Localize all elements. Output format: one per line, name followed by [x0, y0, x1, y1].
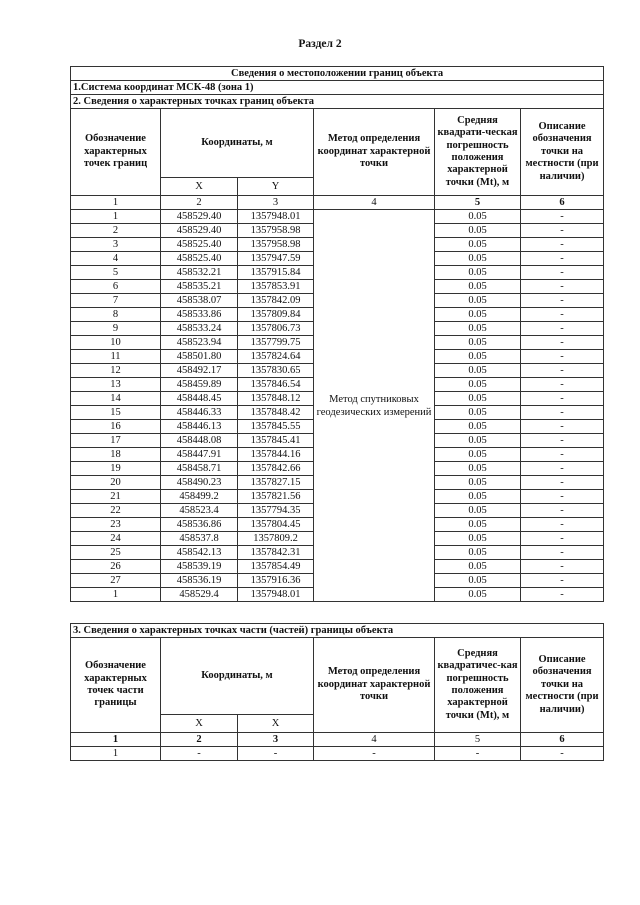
point-number: 10: [71, 336, 161, 350]
point-number: 3: [71, 238, 161, 252]
coord-y: 1357806.73: [238, 322, 314, 336]
description-value: -: [521, 378, 604, 392]
error-value: 0.05: [435, 588, 521, 602]
coord-y: 1357845.41: [238, 434, 314, 448]
coord-y: 1357842.31: [238, 546, 314, 560]
coordinate-system: 1.Система координат МСК-48 (зона 1): [71, 81, 604, 95]
col-point-header: Обозначение характерных точек границ: [71, 109, 161, 196]
description-value: -: [521, 532, 604, 546]
col-num-1: 1: [71, 196, 161, 210]
point-number: 7: [71, 294, 161, 308]
part-col-x-header: X: [161, 715, 238, 733]
description-value: -: [521, 420, 604, 434]
coord-x: 458446.13: [161, 420, 238, 434]
point-number: 16: [71, 420, 161, 434]
point-number: 23: [71, 518, 161, 532]
coord-y: 1357846.54: [238, 378, 314, 392]
coord-x: 458536.19: [161, 574, 238, 588]
coord-y: 1357821.56: [238, 490, 314, 504]
coord-y: 1357827.15: [238, 476, 314, 490]
error-value: 0.05: [435, 518, 521, 532]
part-heading: 3. Сведения о характерных точках части (частей) границы объекта: [71, 624, 604, 638]
part-col-y-header: X: [238, 715, 314, 733]
part-column-numbers-row: [71, 733, 604, 747]
table-row: [71, 747, 604, 761]
coord-y: 1357948.01: [238, 210, 314, 224]
coord-x: 458529.4: [161, 588, 238, 602]
col-desc-header: Описание обозначения точки на местности (при наличии): [521, 109, 604, 196]
point-number: 11: [71, 350, 161, 364]
boundary-points-table: [70, 66, 604, 602]
error-value: 0.05: [435, 364, 521, 378]
coord-x: 458533.24: [161, 322, 238, 336]
description-value: -: [521, 504, 604, 518]
point-number: 27: [71, 574, 161, 588]
part-cell: -: [161, 747, 238, 761]
description-value: -: [521, 588, 604, 602]
description-value: -: [521, 434, 604, 448]
col-num-4: 4: [314, 196, 435, 210]
part-col-num-3: 3: [238, 733, 314, 747]
col-num-2: 2: [161, 196, 238, 210]
coord-x: 458499.2: [161, 490, 238, 504]
point-number: 1: [71, 588, 161, 602]
error-value: 0.05: [435, 532, 521, 546]
coord-y: 1357799.75: [238, 336, 314, 350]
part-col-num-4: 4: [314, 733, 435, 747]
point-number: 15: [71, 406, 161, 420]
error-value: 0.05: [435, 448, 521, 462]
coord-x: 458539.19: [161, 560, 238, 574]
part-col-method-header: Метод определения координат характерной точки: [314, 638, 435, 733]
coord-y: 1357854.49: [238, 560, 314, 574]
part-col-num-1: 1: [71, 733, 161, 747]
point-number: 14: [71, 392, 161, 406]
part-cell: 1: [71, 747, 161, 761]
coord-y: 1357948.01: [238, 588, 314, 602]
part-cell: -: [435, 747, 521, 761]
main-heading: 2. Сведения о характерных точках границ объекта: [71, 95, 604, 109]
description-value: -: [521, 280, 604, 294]
coord-x: 458525.40: [161, 238, 238, 252]
error-value: 0.05: [435, 210, 521, 224]
point-number: 24: [71, 532, 161, 546]
coord-x: 458458.71: [161, 462, 238, 476]
coord-x: 458537.8: [161, 532, 238, 546]
coord-x: 458490.23: [161, 476, 238, 490]
error-value: 0.05: [435, 434, 521, 448]
error-value: 0.05: [435, 420, 521, 434]
coord-y: 1357853.91: [238, 280, 314, 294]
error-value: 0.05: [435, 462, 521, 476]
description-value: -: [521, 238, 604, 252]
coord-y: 1357958.98: [238, 224, 314, 238]
point-number: 17: [71, 434, 161, 448]
part-col-num-5: 5: [435, 733, 521, 747]
coord-x: 458446.33: [161, 406, 238, 420]
description-value: -: [521, 546, 604, 560]
description-value: -: [521, 574, 604, 588]
error-value: 0.05: [435, 546, 521, 560]
coord-x: 458533.86: [161, 308, 238, 322]
part-col-error-header: Средняя квадратичес-кая погрешность положения характерной точки (Mt), м: [435, 638, 521, 733]
coord-x: 458448.08: [161, 434, 238, 448]
description-value: -: [521, 210, 604, 224]
part-col-num-6: 6: [521, 733, 604, 747]
description-value: -: [521, 350, 604, 364]
coord-x: 458523.94: [161, 336, 238, 350]
part-col-point-header: Обозначение характерных точек части границы: [71, 638, 161, 733]
coord-y: 1357916.36: [238, 574, 314, 588]
coord-x: 458536.86: [161, 518, 238, 532]
coord-x: 458535.21: [161, 280, 238, 294]
description-value: -: [521, 490, 604, 504]
error-value: 0.05: [435, 322, 521, 336]
point-number: 21: [71, 490, 161, 504]
description-value: -: [521, 308, 604, 322]
description-value: -: [521, 224, 604, 238]
table-title: Сведения о местоположении границ объекта: [71, 67, 604, 81]
col-error-header: Средняя квадрати-ческая погрешность положения характерной точки (Mt), м: [435, 109, 521, 196]
description-value: -: [521, 252, 604, 266]
coord-y: 1357947.59: [238, 252, 314, 266]
coord-x: 458542.13: [161, 546, 238, 560]
point-number: 26: [71, 560, 161, 574]
part-col-desc-header: Описание обозначения точки на местности (при наличии): [521, 638, 604, 733]
point-number: 19: [71, 462, 161, 476]
part-cell: -: [521, 747, 604, 761]
coord-x: 458529.40: [161, 224, 238, 238]
coord-y: 1357848.12: [238, 392, 314, 406]
point-number: 18: [71, 448, 161, 462]
col-num-6: 6: [521, 196, 604, 210]
coord-x: 458525.40: [161, 252, 238, 266]
error-value: 0.05: [435, 490, 521, 504]
error-value: 0.05: [435, 336, 521, 350]
part-cell: -: [238, 747, 314, 761]
coord-y: 1357844.16: [238, 448, 314, 462]
part-points-table: [70, 623, 604, 761]
coord-y: 1357958.98: [238, 238, 314, 252]
description-value: -: [521, 462, 604, 476]
coord-y: 1357809.2: [238, 532, 314, 546]
coord-y: 1357845.55: [238, 420, 314, 434]
point-number: 4: [71, 252, 161, 266]
error-value: 0.05: [435, 252, 521, 266]
coord-y: 1357830.65: [238, 364, 314, 378]
table-row: [71, 210, 604, 224]
coord-y: 1357804.45: [238, 518, 314, 532]
error-value: 0.05: [435, 224, 521, 238]
point-number: 1: [71, 210, 161, 224]
part-col-num-2: 2: [161, 733, 238, 747]
description-value: -: [521, 392, 604, 406]
coord-x: 458448.45: [161, 392, 238, 406]
coord-x: 458532.21: [161, 266, 238, 280]
point-number: 6: [71, 280, 161, 294]
error-value: 0.05: [435, 294, 521, 308]
coord-x: 458447.91: [161, 448, 238, 462]
coord-x: 458459.89: [161, 378, 238, 392]
error-value: 0.05: [435, 476, 521, 490]
error-value: 0.05: [435, 280, 521, 294]
description-value: -: [521, 322, 604, 336]
description-value: -: [521, 448, 604, 462]
coord-y: 1357842.66: [238, 462, 314, 476]
error-value: 0.05: [435, 378, 521, 392]
section-title: Раздел 2: [298, 38, 342, 50]
error-value: 0.05: [435, 560, 521, 574]
point-number: 9: [71, 322, 161, 336]
coord-y: 1357915.84: [238, 266, 314, 280]
error-value: 0.05: [435, 238, 521, 252]
coord-y: 1357848.42: [238, 406, 314, 420]
coord-x: 458523.4: [161, 504, 238, 518]
point-number: 2: [71, 224, 161, 238]
description-value: -: [521, 294, 604, 308]
error-value: 0.05: [435, 504, 521, 518]
col-num-5: 5: [435, 196, 521, 210]
point-number: 20: [71, 476, 161, 490]
coord-x: 458501.80: [161, 350, 238, 364]
description-value: -: [521, 336, 604, 350]
point-number: 22: [71, 504, 161, 518]
col-coords-header: Координаты, м: [161, 109, 314, 178]
description-value: -: [521, 518, 604, 532]
coord-y: 1357842.09: [238, 294, 314, 308]
point-number: 12: [71, 364, 161, 378]
col-x-header: X: [161, 178, 238, 196]
coord-y: 1357809.84: [238, 308, 314, 322]
error-value: 0.05: [435, 392, 521, 406]
col-method-header: Метод определения координат характерной точки: [314, 109, 435, 196]
part-cell: -: [314, 747, 435, 761]
method-cell: Метод спутниковых геодезических измерений: [314, 210, 435, 602]
part-col-coords-header: Координаты, м: [161, 638, 314, 715]
error-value: 0.05: [435, 350, 521, 364]
point-number: 25: [71, 546, 161, 560]
error-value: 0.05: [435, 406, 521, 420]
column-numbers-row: [71, 196, 604, 210]
coord-y: 1357824.64: [238, 350, 314, 364]
coord-x: 458538.07: [161, 294, 238, 308]
col-num-3: 3: [238, 196, 314, 210]
point-number: 8: [71, 308, 161, 322]
description-value: -: [521, 364, 604, 378]
error-value: 0.05: [435, 266, 521, 280]
coord-y: 1357794.35: [238, 504, 314, 518]
description-value: -: [521, 266, 604, 280]
point-number: 13: [71, 378, 161, 392]
coord-x: 458529.40: [161, 210, 238, 224]
description-value: -: [521, 406, 604, 420]
error-value: 0.05: [435, 308, 521, 322]
coord-x: 458492.17: [161, 364, 238, 378]
col-y-header: Y: [238, 178, 314, 196]
error-value: 0.05: [435, 574, 521, 588]
description-value: -: [521, 560, 604, 574]
point-number: 5: [71, 266, 161, 280]
description-value: -: [521, 476, 604, 490]
